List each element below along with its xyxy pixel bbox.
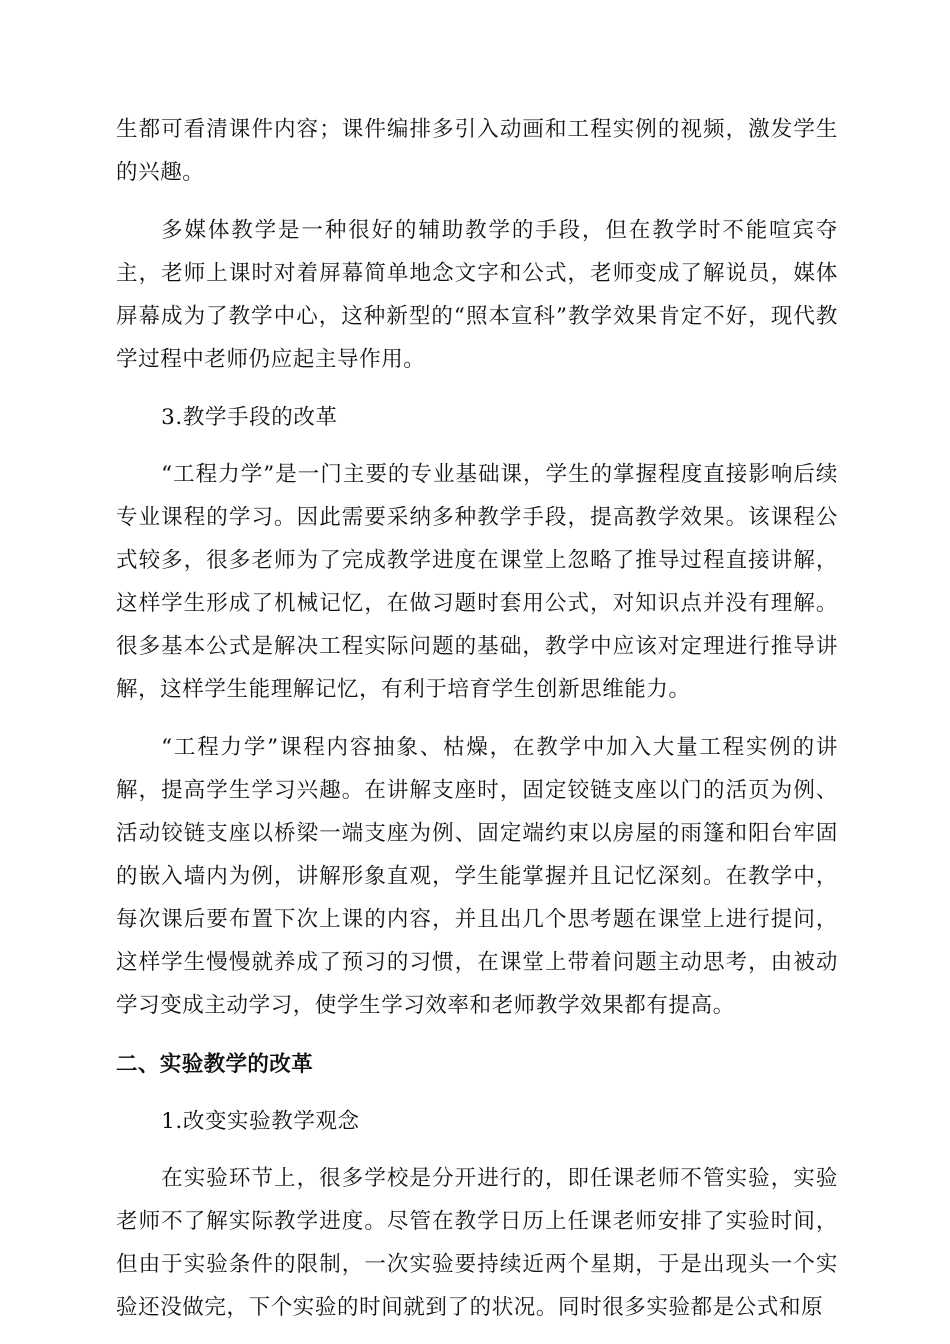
document-page [116,108,838,1344]
formula-derivation-paragraph: “工程力学”是一门主要的专业基础课，学生的掌握程度直接影响后续专业课程的学习。因此需要采纳多种教学手段，提高教学效果。该课程公式较多，很多老师为了完成教学进度在课堂上忽略了推导过程直接讲解，这样学生形成了机械记忆，在做习题时套用公式，对知识点并没有理解。很多基本公式是解决工程实际问题的基础，教学中应该对定理进行推导讲解，这样学生能理解记忆，有利于培育学生创新思维能力。 [116,462,838,702]
teaching-method-reform-heading: 3.教学手段的改革 [161,405,338,430]
experiment-teaching-reform-heading: 二、实验教学的改革 [116,1052,314,1077]
experiment-concept-heading: 1.改变实验教学观念 [161,1109,360,1134]
continued-paragraph: 生都可看清课件内容；课件编排多引入动画和工程实例的视频，激发学生的兴趣。 [116,117,838,185]
multimedia-teaching-paragraph: 多媒体教学是一种很好的辅助教学的手段，但在教学时不能喧宾夺主，老师上课时对着屏幕简单地念文字和公式，老师变成了解说员，媒体屏幕成为了教学中心，这种新型的“照本宣科”教学效果肯定不好，现代教学过程中老师仍应起主导作用。 [116,218,838,372]
engineering-examples-paragraph: “工程力学”课程内容抽象、枯燥，在教学中加入大量工程实例的讲解，提高学生学习兴趣。在讲解支座时，固定铰链支座以门的活页为例、活动铰链支座以桥梁一端支座为例、固定端约束以房屋的雨篷和阳台牢固的嵌入墙内为例，讲解形象直观，学生能掌握并且记忆深刻。在教学中，每次课后要布置下次上课的内容，并且出几个思考题在课堂上进行提问，这样学生慢慢就养成了预习的习惯，在课堂上带着问题主动思考，由被动学习变成主动学习，使学生学习效率和老师教学效果都有提高。 [116,735,838,1018]
experiment-scheduling-paragraph: 在实验环节上，很多学校是分开进行的，即任课老师不管实验，实验老师不了解实际教学进度。尽管在教学日历上任课老师安排了实验时间，但由于实验条件的限制，一次实验要持续近两个星期，于是出现头一个实验还没做完，下个实验的时间就到了的状况。同时很多实验都是公式和原 [116,1166,838,1320]
